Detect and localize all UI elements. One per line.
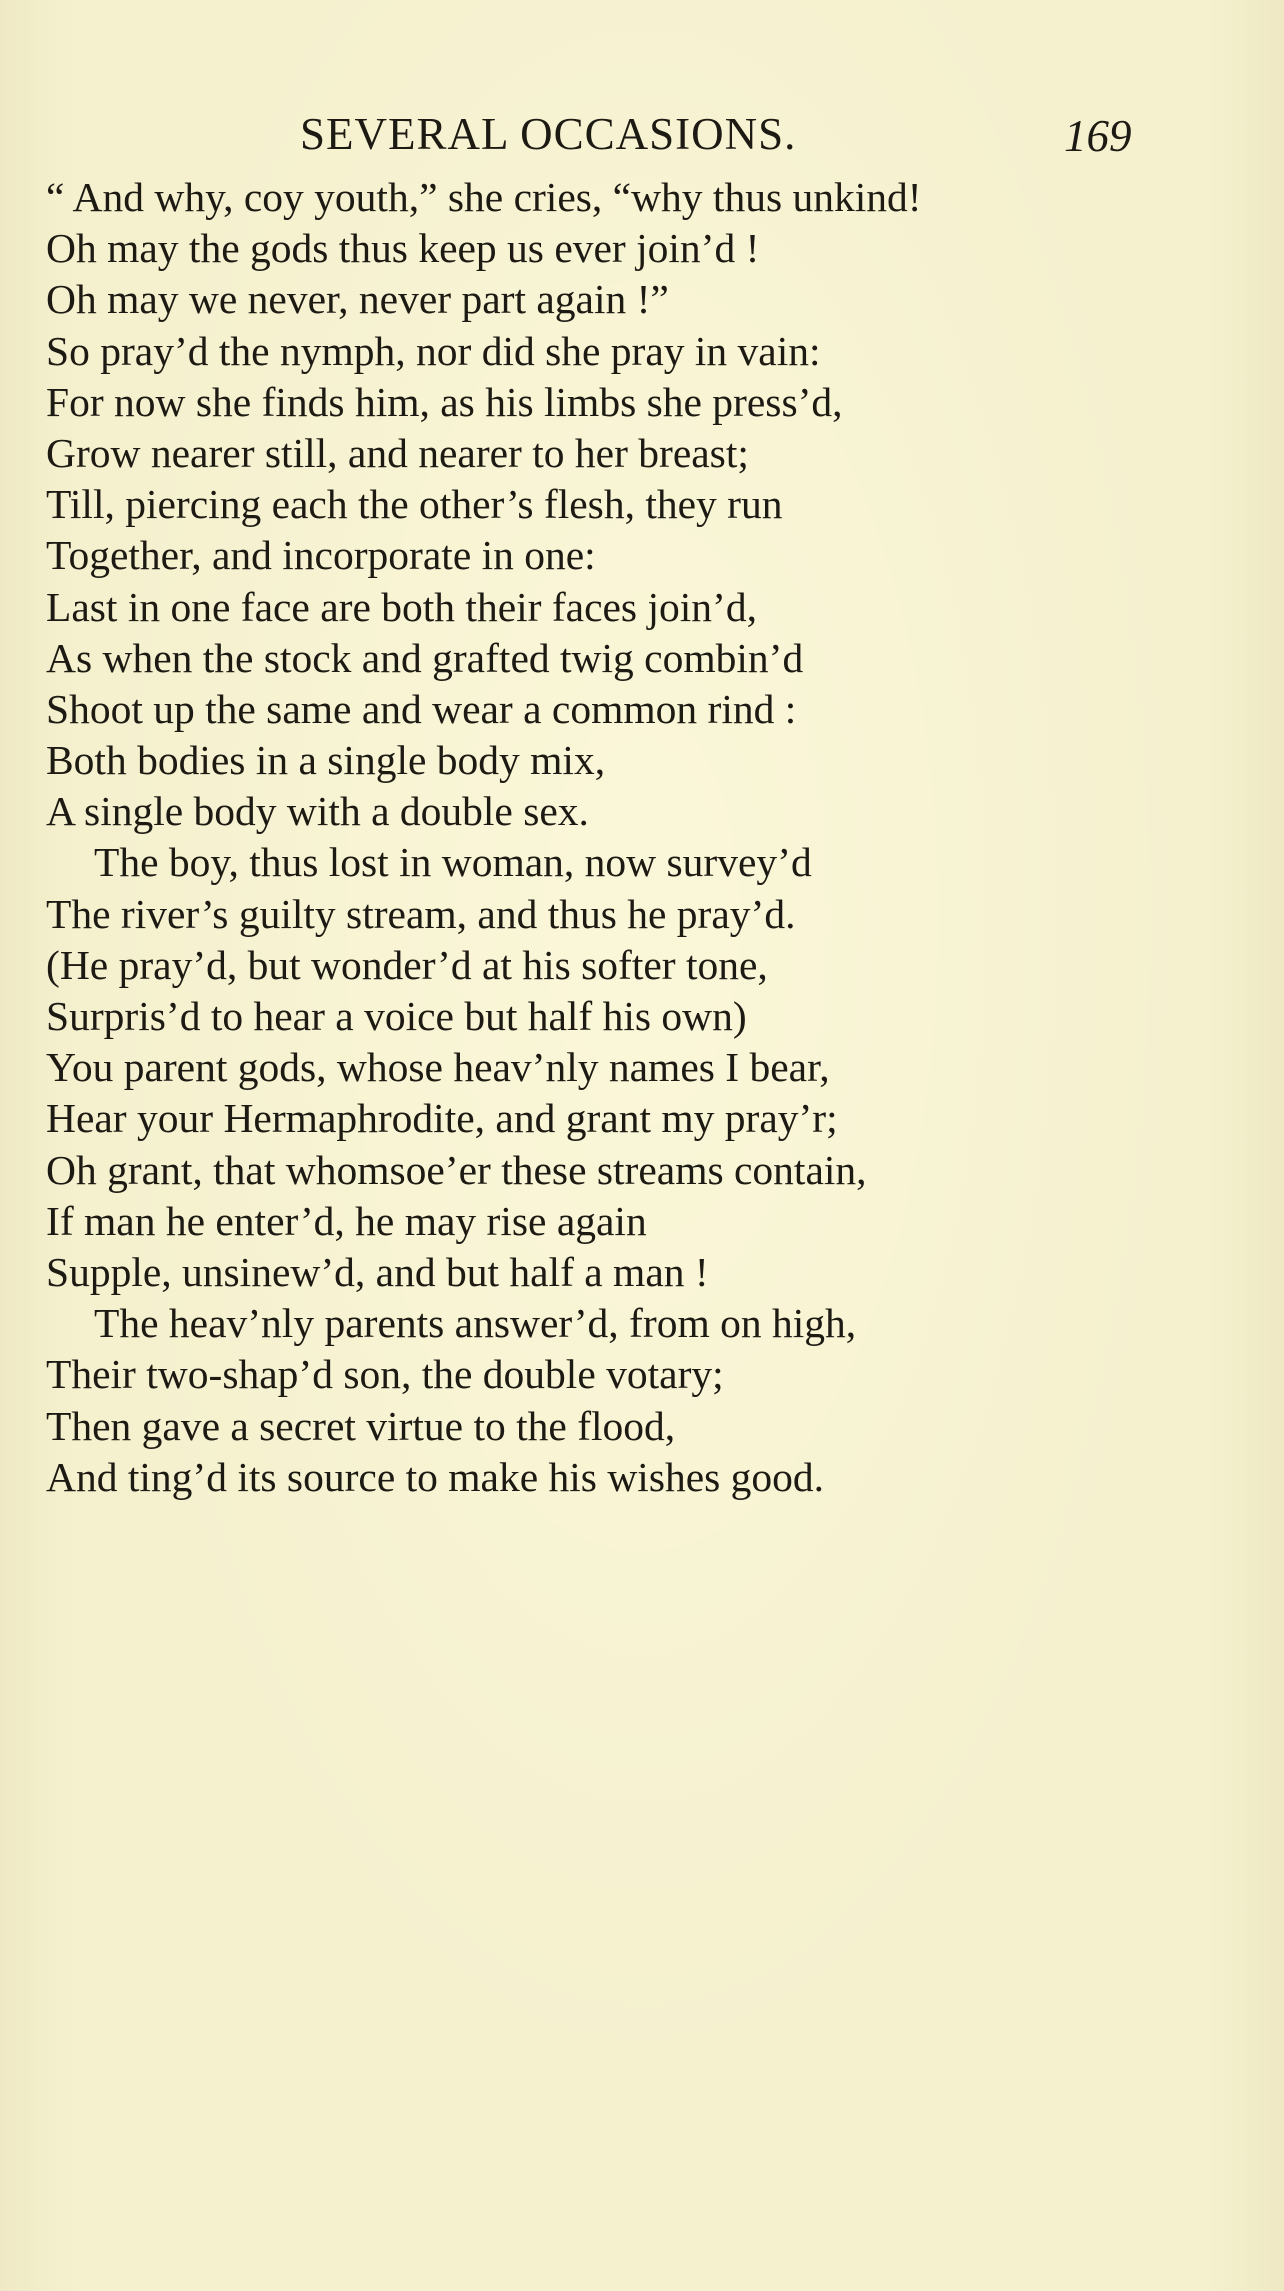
poem-line: Hear your Hermaphrodite, and grant my pray’r; — [46, 1095, 838, 1142]
poem-line: Oh may the gods thus keep us ever join’d ! — [46, 225, 760, 272]
poem-line: (He pray’d, but wonder’d at his softer tone, — [46, 941, 768, 988]
poem-line: Then gave a secret virtue to the flood, — [46, 1402, 676, 1449]
poem-line: “ And why, coy youth,” she cries, “why thus unkind! — [46, 174, 922, 220]
poem-line: Supple, unsinew’d, and but half a man ! — [46, 1248, 709, 1295]
poem-line: The river’s guilty stream, and thus he pray’d. — [46, 890, 796, 937]
poem-line: Till, piercing each the other’s flesh, they run — [46, 481, 783, 528]
poem-line: If man he enter’d, he may rise again — [46, 1197, 647, 1244]
poem-line: A single body with a double sex. — [46, 788, 589, 835]
poem-line: You parent gods, whose heav’nly names I bear, — [46, 1044, 830, 1091]
poem-line: The heav’nly parents answer’d, from on high, — [94, 1300, 857, 1347]
poem-line: And ting’d its source to make his wishes good. — [46, 1453, 825, 1500]
poem-line: As when the stock and grafted twig combin’d — [46, 634, 804, 681]
poem-line: Shoot up the same and wear a common rind : — [46, 685, 797, 732]
poem-line: Both bodies in a single body mix, — [46, 737, 606, 784]
poem-line: Their two-shap’d son, the double votary; — [46, 1351, 724, 1398]
poem-text — [46, 172, 1236, 1503]
poem-line: Oh may we never, never part again !” — [46, 276, 669, 323]
poem-line: For now she finds him, as his limbs she press’d, — [46, 378, 843, 425]
poem-line: Last in one face are both their faces join’d, — [46, 583, 757, 630]
page-header — [0, 108, 1284, 168]
page-number: 169 — [1064, 111, 1132, 161]
poem-line: Oh grant, that whomsoe’er these streams contain, — [46, 1146, 867, 1193]
poem-line: The boy, thus lost in woman, now survey’d — [94, 839, 812, 886]
poem-line: Surpris’d to hear a voice but half his own) — [46, 993, 747, 1039]
running-head: SEVERAL OCCASIONS. — [300, 109, 797, 159]
poem-line: Grow nearer still, and nearer to her breast; — [46, 429, 749, 476]
poem-line: Together, and incorporate in one: — [46, 532, 596, 579]
poem-line: So pray’d the nymph, nor did she pray in vain: — [46, 327, 821, 374]
